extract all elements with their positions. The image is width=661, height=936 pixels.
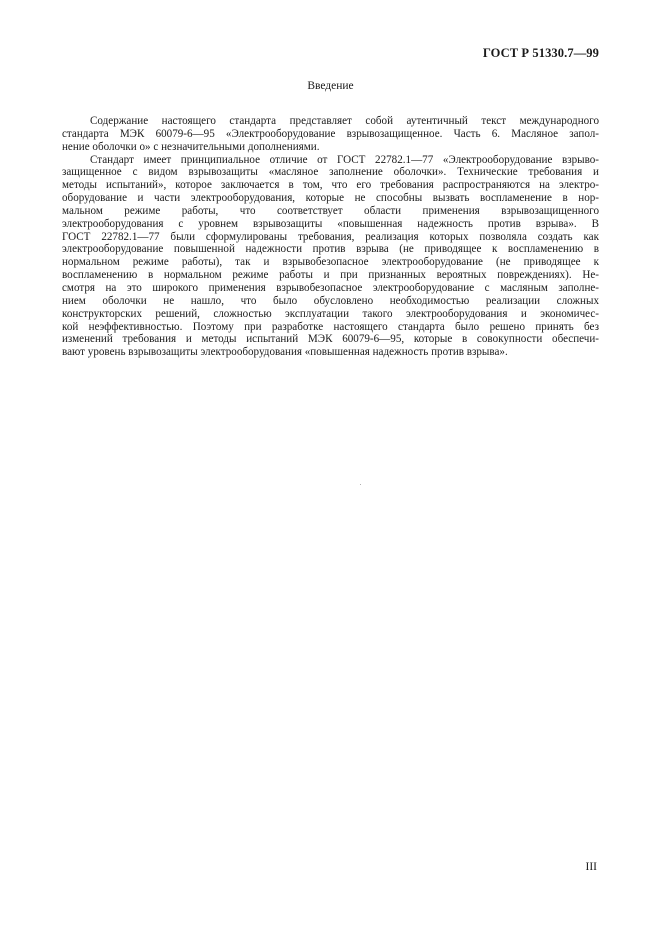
text-line: электрооборудование повышенной надежности против взрыва (не приводящее к воспламенению в: [62, 243, 599, 256]
text-line: электрооборудования с уровнем взрывозащиты «повышенная надежность против взрыва». В: [62, 217, 599, 230]
text-line: конструкторских решений, сложностью эксплуатации такого электрооборудования и экономичес-: [62, 307, 599, 320]
text-line: оборудование и части электрооборудования, которые не способны вызвать воспламенение в нор-: [62, 192, 599, 205]
body-text: [62, 115, 599, 359]
text-line: воспламенению в нормальном режиме работы и при признанных вероятных повреждениях). Не-: [62, 269, 599, 282]
section-title: Введение: [307, 80, 354, 92]
text-line: нием оболочки не нашло, что было обусловлено необходимостью реализации сложных: [62, 294, 599, 307]
text-line: вают уровень взрывозащиты электрооборудования «повышенная надежность против взрыва».: [62, 346, 508, 359]
text-line: защищенное с видом взрывозащиты «масляное заполнение оболочки». Технические требования и: [62, 166, 599, 179]
text-line: смотря на это широкого применения взрывобезопасное электрооборудование с масляным заполне-: [62, 281, 599, 294]
text-line: методы испытаний», которое заключается в том, что его требования распространяются на электро-: [62, 179, 599, 192]
text-line: мальном режиме работы, что соответствует области применения взрывозащищенного: [62, 204, 599, 217]
paragraph-2: [62, 154, 599, 360]
text-line: изменений требования и методы испытаний МЭК 60079-6—95, которые в совокупности обеспечи-: [62, 333, 599, 346]
scan-speck: [360, 484, 361, 485]
text-line: Содержание настоящего стандарта представляет собой аутентичный текст международного: [90, 115, 599, 127]
document-code-header: ГОСТ Р 51330.7—99: [482, 46, 599, 60]
text-line: ГОСТ 22782.1—77 были сформулированы требования, реализация которых позволяла создать как: [62, 230, 599, 243]
page-number: III: [585, 861, 597, 873]
text-line: нение оболочки о» с незначительными дополнениями.: [62, 140, 320, 153]
text-line: стандарта МЭК 60079-6—95 «Электрооборудование взрывозащищенное. Часть 6. Масляное запол-: [62, 127, 599, 140]
text-line: Стандарт имеет принципиальное отличие от ГОСТ 22782.1—77 «Электрооборудование взрыво-: [90, 153, 599, 166]
paragraph-1: [62, 115, 599, 154]
text-line: кой неэффективностью. Поэтому при разработке настоящего стандарта было решено принять без: [62, 320, 599, 333]
text-line: нормальном режиме работы), так и взрывобезопасное электрооборудование (не приводящее к: [62, 256, 599, 269]
